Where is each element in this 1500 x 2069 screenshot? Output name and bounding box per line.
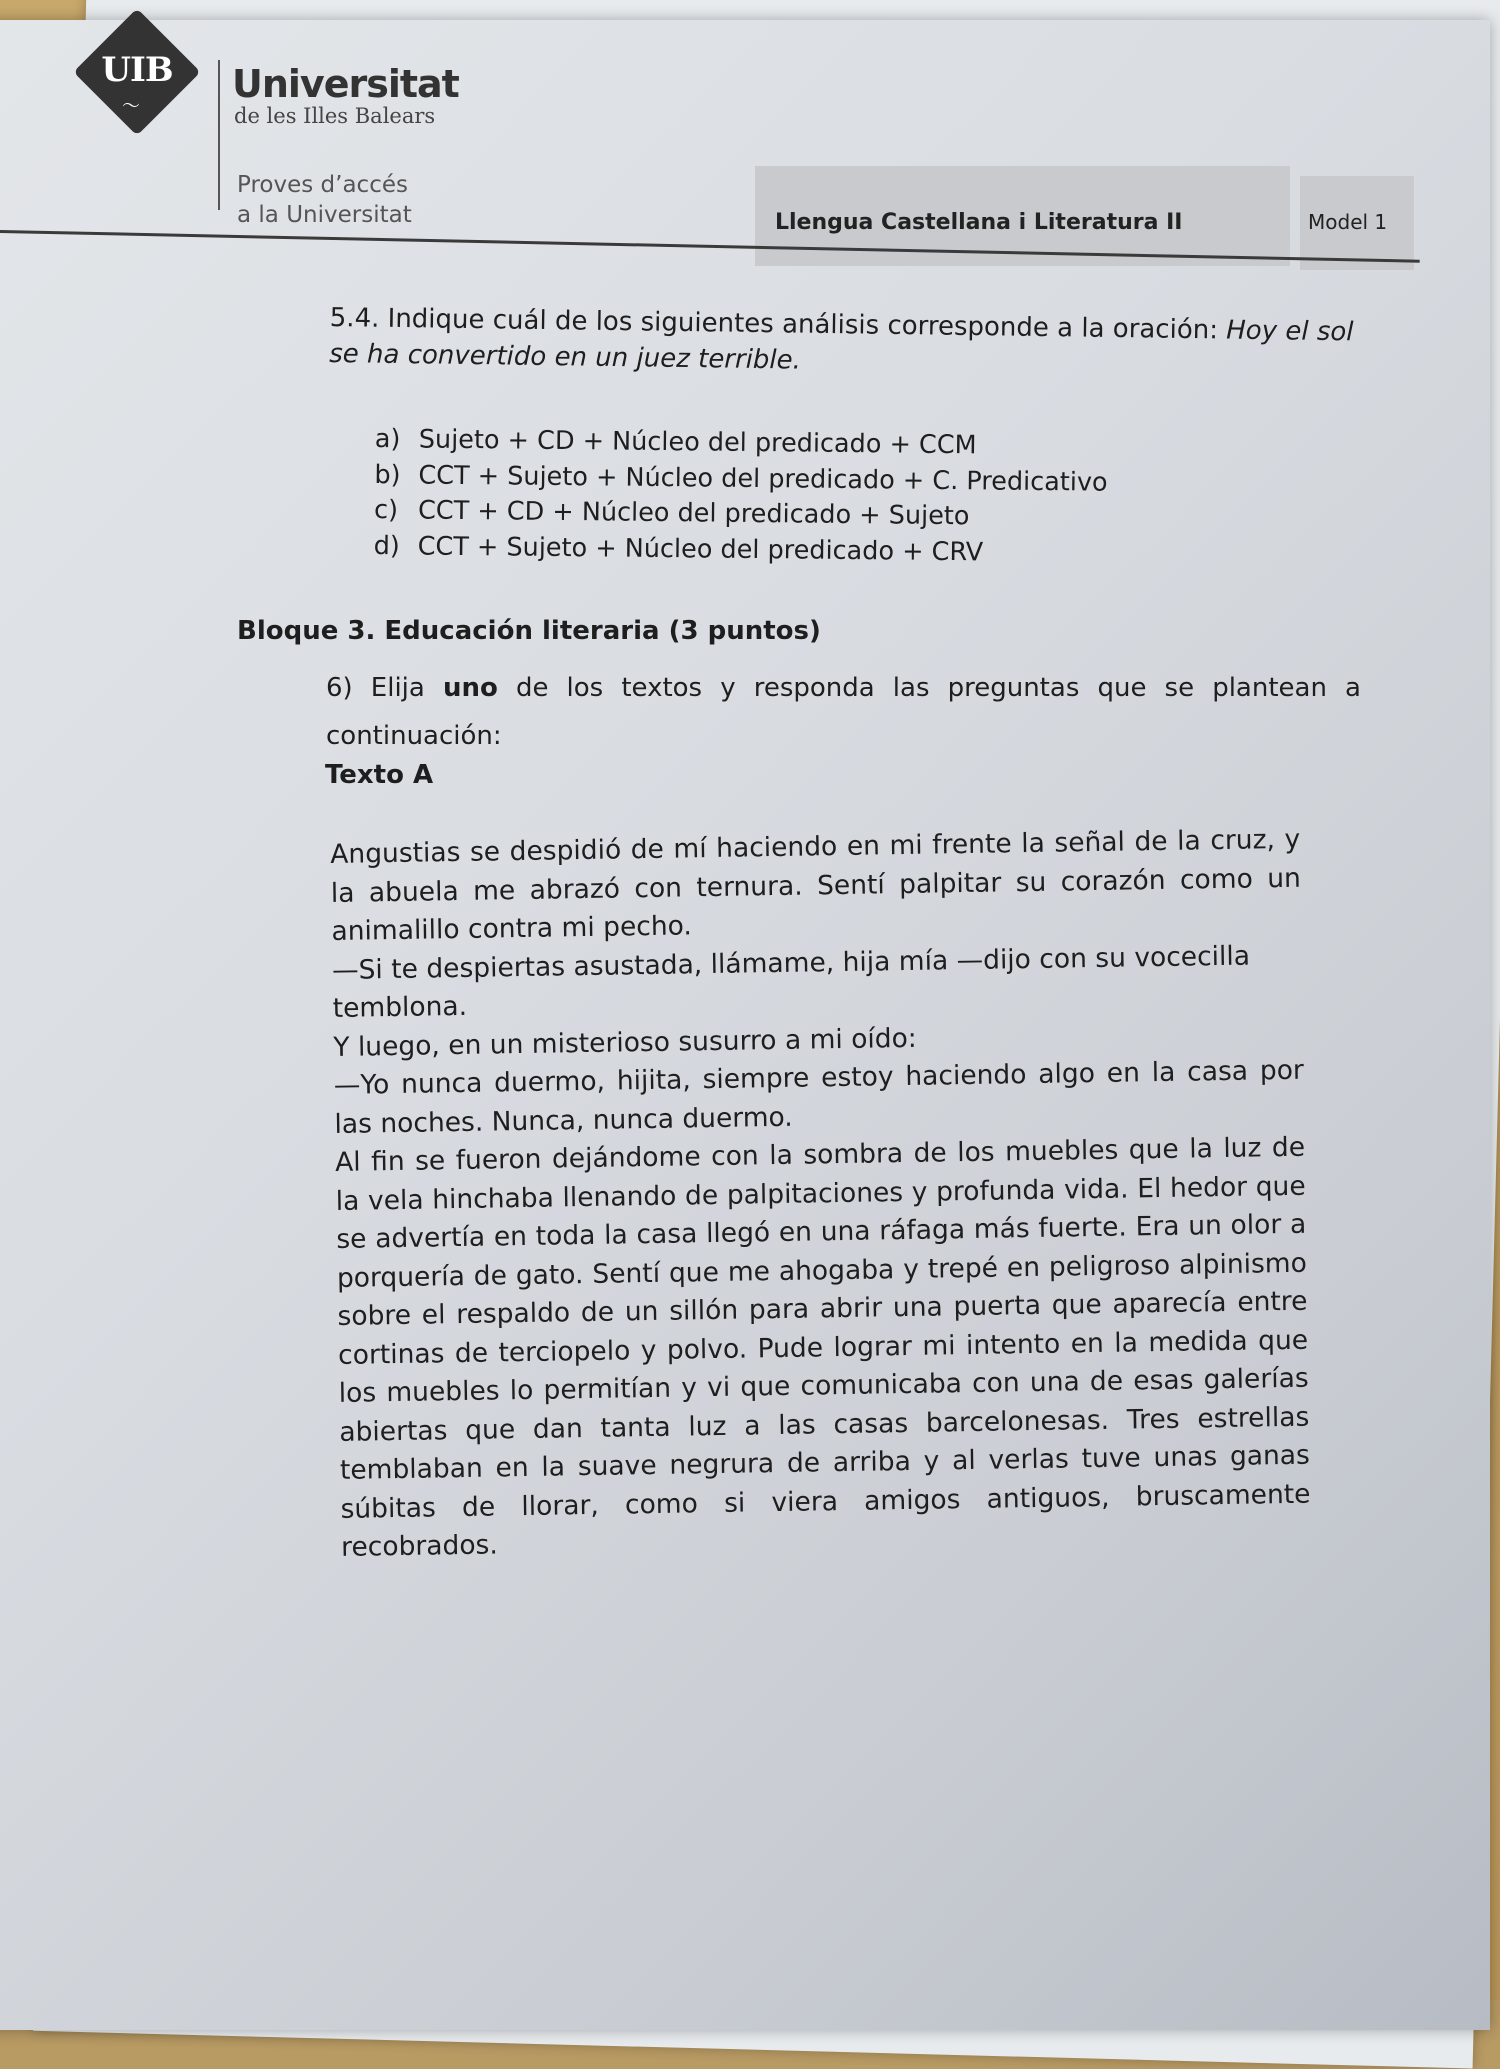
passage-paragraph: Angustias se despidió de mí haciendo en mi frente la señal de la cruz, y la abuela me abrazó con ternura. Sentí palpitar su corazón como un animalillo contra mi pecho.	[330, 823, 1302, 947]
option-text: Sujeto + CD + Núcleo del predicado + CCM	[418, 424, 977, 461]
passage-paragraph: —Yo nunca duermo, hijita, siempre estoy haciendo algo en la casa por las noches. Nunca, nunca duermo.	[333, 1054, 1305, 1140]
question-5-4	[329, 300, 1360, 386]
literary-passage	[330, 821, 1311, 1568]
q6-suffix: de los textos y responda las preguntas que se plantean a continuación:	[326, 673, 1361, 751]
passage-paragraph: —Si te despiertas asustada, llámame, hija mía —dijo con su vocecilla temblona.	[331, 940, 1251, 1024]
option-text: CCT + Sujeto + Núcleo del predicado + C. Predicativo	[418, 459, 1108, 498]
option-text: CCT + Sujeto + Núcleo del predicado + CRV	[417, 530, 984, 567]
logo-wave-icon: 〜	[122, 96, 140, 117]
option-text: CCT + CD + Núcleo del predicado + Sujeto	[417, 495, 970, 532]
proves-label	[237, 170, 412, 230]
proves-line-2: a la Universitat	[237, 202, 412, 228]
proves-line-1: Proves d’accés	[237, 172, 408, 198]
option-d	[374, 528, 1108, 571]
university-subtitle: de les Illes Balears	[234, 104, 436, 128]
option-letter: a)	[374, 423, 401, 455]
section-heading: Bloque 3. Educación literaria (3 puntos)	[237, 616, 821, 646]
question-text: Indique cuál de los siguientes análisis corresponde a la oración:	[387, 303, 1219, 346]
texto-a-label: Texto A	[325, 760, 434, 790]
question-number: 5.4.	[329, 302, 380, 334]
subject-title: Llengua Castellana i Literatura II	[775, 210, 1183, 235]
passage-paragraph: Y luego, en un misterioso susurro a mi oído:	[333, 1022, 917, 1063]
option-letter: c)	[373, 494, 399, 526]
model-label: Model 1	[1308, 210, 1388, 234]
option-letter: d)	[373, 530, 401, 561]
question-sentence: Hoy el sol se ha convertido en un juez terrible.	[329, 315, 1354, 376]
header-divider	[218, 60, 220, 210]
option-letter: b)	[374, 459, 401, 490]
passage-paragraph: Al fin se fueron dejándome con la sombra de los muebles que la luz de la vela hinchaba llenando de palpitaciones y profunda vida. El hedor que se advertía en toda la casa llegó en una ráfaga más fuerte. Era un olor a porquería de gato. Sentí que me ahogaba y trepé en peligroso alpinismo sobre el respaldo de un sillón para abrir una puerta que aparecía entre cortinas de terciopelo y polvo. Pude lograr mi intento en la medida que los muebles lo permitían y vi que comunicaba con una de esas galerías abiertas que dan tanta luz a las casas barcelonesas. Tres estrellas temblaban en la suave negrura de arriba y al verlas tuve unas ganas súbitas de llorar, como si viera amigos antiguos, bruscamente recobrados.	[334, 1131, 1311, 1563]
q6-bold: uno	[442, 673, 498, 703]
university-name: Universitat	[232, 62, 459, 106]
question-6	[326, 664, 1361, 760]
q6-prefix: 6) Elija	[326, 673, 425, 703]
answer-options	[374, 422, 1109, 572]
logo-text: UIB	[101, 50, 173, 90]
